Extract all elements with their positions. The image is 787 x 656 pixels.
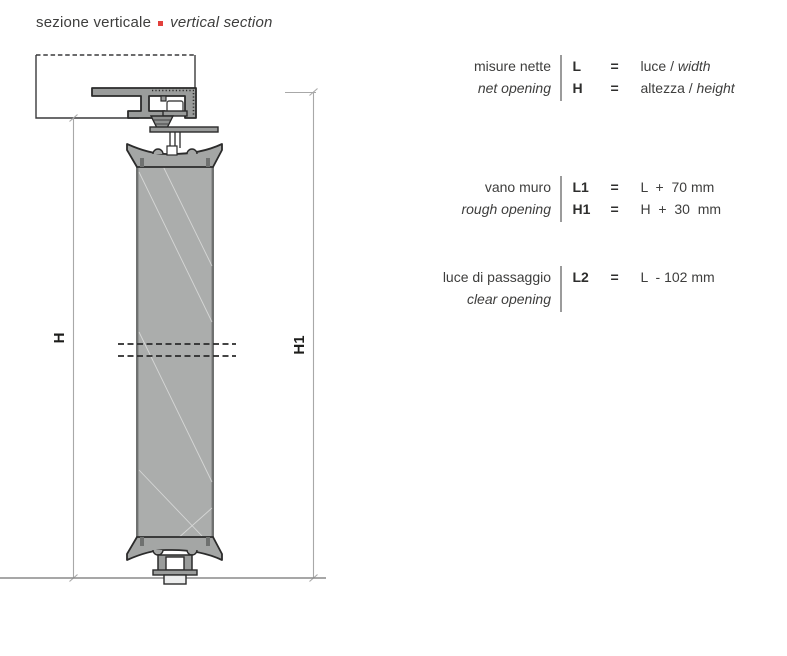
legend-rough-opening bbox=[392, 176, 721, 222]
legend-rows bbox=[562, 55, 735, 101]
legend-rows bbox=[562, 176, 722, 222]
wall-left-edge bbox=[36, 55, 139, 118]
legend-value: L - 102 mm bbox=[640, 269, 715, 285]
legend-labels bbox=[392, 55, 560, 101]
guide-foot bbox=[164, 575, 186, 584]
door-panel bbox=[136, 158, 214, 548]
legend-label-english: net opening bbox=[477, 80, 551, 96]
legend-row bbox=[573, 266, 715, 288]
dimension-H1 bbox=[285, 89, 318, 582]
panel-top-cap bbox=[127, 144, 222, 167]
legend-label-italian: misure nette bbox=[473, 58, 551, 74]
top-cap-boss bbox=[167, 146, 177, 155]
legend-net-opening bbox=[392, 55, 735, 101]
legend-label-english: clear opening bbox=[466, 291, 551, 307]
legend-label-italian: vano muro bbox=[484, 179, 551, 195]
legend-symbol: L bbox=[572, 58, 582, 74]
legend-label-english: rough opening bbox=[461, 201, 551, 217]
legend-clear-opening bbox=[392, 266, 715, 312]
legend-row bbox=[573, 55, 735, 77]
title-italian: sezione verticale bbox=[36, 14, 152, 31]
equals-sign: = bbox=[610, 201, 619, 217]
legend-symbol: H1 bbox=[572, 201, 591, 217]
legend-labels bbox=[392, 176, 560, 222]
legend-symbol: H bbox=[572, 80, 583, 96]
legend-symbol: L1 bbox=[572, 179, 589, 195]
legend-label-italian: luce di passaggio bbox=[442, 269, 551, 285]
dimension-H bbox=[70, 115, 78, 582]
legend-row bbox=[573, 176, 722, 198]
dimension-label-H1: H1 bbox=[291, 335, 308, 355]
dimension-label-H: H bbox=[51, 332, 68, 344]
floor-guide bbox=[153, 555, 197, 584]
legend-labels bbox=[392, 266, 560, 312]
legend-rows bbox=[562, 266, 715, 312]
title-english: vertical section bbox=[170, 14, 273, 31]
bolt-flange bbox=[163, 111, 187, 116]
guide-channel bbox=[166, 557, 184, 570]
adjuster-cone bbox=[151, 116, 173, 128]
legend-row bbox=[573, 77, 735, 99]
roller-carriage bbox=[150, 101, 218, 148]
equals-sign: = bbox=[610, 80, 619, 96]
legend-symbol: L2 bbox=[572, 269, 589, 285]
legend-row bbox=[573, 198, 722, 220]
legend-value: luce / width bbox=[640, 58, 711, 74]
equals-sign: = bbox=[610, 269, 619, 285]
guide-plate bbox=[153, 570, 197, 575]
legend-value: L + 70 mm bbox=[640, 179, 715, 195]
equals-sign: = bbox=[610, 179, 619, 195]
track-inner-tab bbox=[161, 96, 166, 101]
hanger-plate bbox=[150, 127, 218, 132]
legend-value: altezza / height bbox=[640, 80, 735, 96]
equals-sign: = bbox=[610, 58, 619, 74]
legend-value: H + 30 mm bbox=[640, 201, 722, 217]
